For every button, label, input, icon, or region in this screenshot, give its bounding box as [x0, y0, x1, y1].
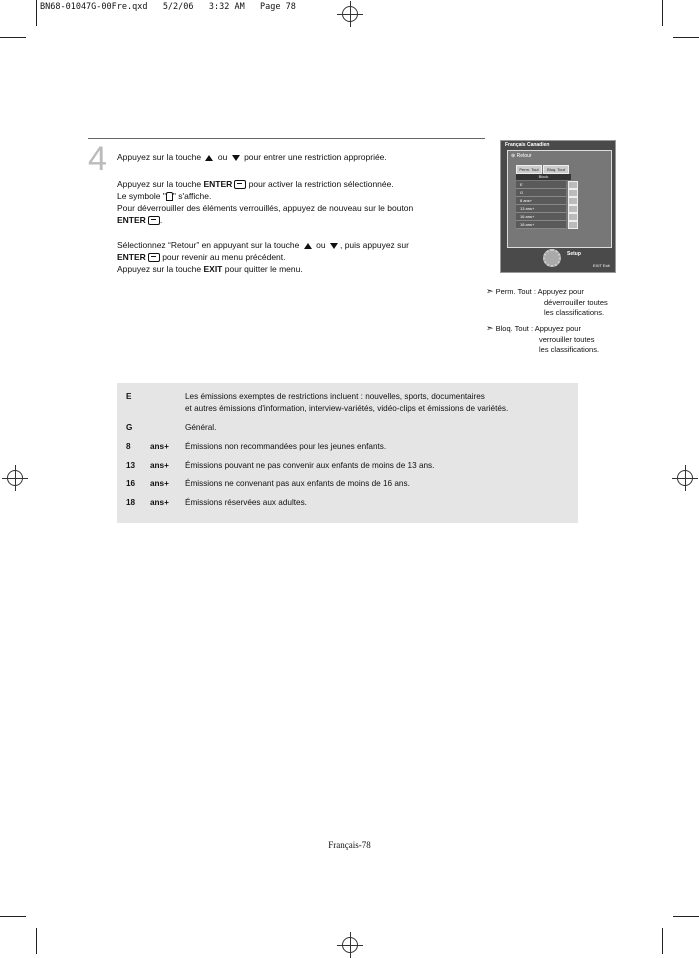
instruction-paragraph-3 [117, 239, 477, 275]
table-row [126, 391, 576, 415]
rating-label: 13 ans+ [520, 206, 535, 211]
note-line: les classifications. [539, 345, 600, 354]
text: pour revenir au menu précédent. [162, 252, 286, 262]
crop-mark [0, 37, 26, 38]
rating-label: 18 ans+ [520, 222, 535, 227]
crop-mark [673, 37, 699, 38]
tv-back-item[interactable]: ⊛ Retour [511, 153, 532, 159]
page-number: Français-78 [328, 840, 371, 850]
rating-code: 16 [126, 479, 136, 488]
text: pour activer la restriction sélectionnée. [248, 179, 394, 189]
text: ou [316, 240, 326, 250]
note-line: déverrouiller toutes [544, 297, 608, 307]
note-arrow-icon: ➣ [486, 323, 494, 333]
section-rule [88, 138, 485, 139]
enter-key-label: ENTER [117, 252, 146, 262]
rating-description: Émissions non recommandées pour les jeunes enfants. [185, 442, 387, 451]
rating-row[interactable] [516, 213, 566, 221]
text: Le symbole " [117, 191, 166, 201]
tv-menu-screenshot [500, 140, 616, 273]
rating-label: G [520, 190, 524, 195]
down-arrow-icon [330, 243, 338, 249]
crop-mark [0, 916, 26, 917]
rating-suffix: ans+ [150, 479, 169, 488]
registration-mark-icon [677, 470, 693, 486]
tv-exit-hint: EXIT Exit [593, 263, 610, 268]
lock-icon [568, 213, 578, 221]
enter-icon [148, 253, 160, 262]
rating-description: Émissions ne convenant pas aux enfants de moins de 16 ans. [185, 479, 410, 488]
enter-icon [234, 180, 246, 189]
text: " s'affiche. [172, 191, 212, 201]
perm-tout-button[interactable]: Perm. Tout [516, 165, 542, 174]
rating-row[interactable] [516, 221, 566, 229]
note-line: verrouiller toutes [539, 334, 595, 344]
lock-icon [568, 221, 578, 229]
rating-code: E [126, 392, 132, 401]
rating-label: 8 ans+ [520, 198, 533, 203]
rating-suffix: ans+ [150, 461, 169, 470]
rating-row[interactable] [516, 197, 566, 205]
text: Sélectionnez “Retour” en appuyant sur la touche [117, 240, 300, 250]
text: Appuyez sur la touche [117, 179, 202, 189]
registration-mark-icon [7, 470, 23, 486]
rating-description: Émissions pouvant ne pas convenir aux enfants de moins de 13 ans. [185, 461, 435, 470]
rating-label: 16 ans+ [520, 214, 535, 219]
crop-mark [36, 928, 37, 954]
down-arrow-icon [232, 155, 240, 161]
registration-mark-icon [342, 937, 358, 953]
rating-row[interactable] [516, 205, 566, 213]
up-arrow-icon [304, 243, 312, 249]
crop-mark [662, 0, 663, 26]
crop-mark [662, 928, 663, 954]
registration-mark-icon [342, 6, 358, 22]
rating-label: E [520, 182, 523, 187]
text: pour entrer une restriction appropriée. [244, 152, 387, 162]
lock-icon [568, 189, 578, 197]
note-arrow-icon: ➣ [486, 286, 494, 296]
lock-icon [568, 197, 578, 205]
block-header: Block [516, 174, 571, 180]
note-line: Perm. Tout : Appuyez pour [495, 287, 584, 296]
up-arrow-icon [205, 155, 213, 161]
text: ou [217, 152, 228, 162]
text: Appuyez sur la touche [117, 264, 202, 274]
lock-icon [568, 181, 578, 189]
crop-mark [673, 916, 699, 917]
text: pour quitter le menu. [224, 264, 303, 274]
rating-code: 18 [126, 498, 136, 507]
note-bloq-tout [486, 323, 599, 356]
text: . [159, 215, 163, 225]
note-perm-tout [486, 286, 608, 319]
ratings-table [117, 383, 578, 523]
setup-gear-icon [543, 249, 561, 267]
tv-menu-panel [507, 150, 612, 248]
description-line: Les émissions exemptes de restrictions incluent : nouvelles, sports, documentaires [185, 392, 485, 401]
rating-suffix: ans+ [150, 498, 169, 507]
exit-key-label: EXIT [203, 264, 223, 274]
rating-code: 8 [126, 442, 131, 451]
text: Appuyez sur la touche [117, 152, 202, 162]
description-line: et autres émissions d'information, interview-variétés, vidéo-clips et émissions de variétés. [185, 404, 509, 413]
print-slug: BN68-01047G-00Fre.qxd 5/2/06 3:32 AM Page 78 [40, 2, 296, 12]
rating-description [185, 391, 575, 415]
text: , puis appuyez sur [339, 240, 409, 250]
note-line: les classifications. [544, 308, 605, 317]
rating-row[interactable] [516, 181, 566, 189]
lock-icon [166, 192, 173, 201]
enter-key-label: ENTER [203, 179, 233, 189]
step-number: 4 [88, 140, 107, 178]
enter-icon [148, 215, 163, 225]
text: Pour déverrouiller des éléments verrouillés, appuyez de nouveau sur le bouton [117, 203, 414, 213]
crop-mark [36, 0, 37, 26]
enter-key-label: ENTER [117, 215, 146, 225]
instruction-paragraph-2 [117, 178, 477, 226]
rating-description: Général. [185, 423, 217, 432]
tv-menu-title: Français Canadien [505, 142, 550, 148]
instruction-paragraph-1 [117, 151, 477, 163]
rating-description: Émissions réservées aux adultes. [185, 498, 307, 507]
note-line: Bloq. Tout : Appuyez pour [495, 324, 581, 333]
lock-icon [568, 205, 578, 213]
rating-code: 13 [126, 461, 136, 470]
rating-code: G [126, 423, 133, 432]
tv-setup-label: Setup [567, 251, 581, 257]
bloq-tout-button[interactable]: Bloq. Tout [543, 165, 569, 174]
rating-row[interactable] [516, 189, 566, 197]
rating-suffix: ans+ [150, 442, 169, 451]
